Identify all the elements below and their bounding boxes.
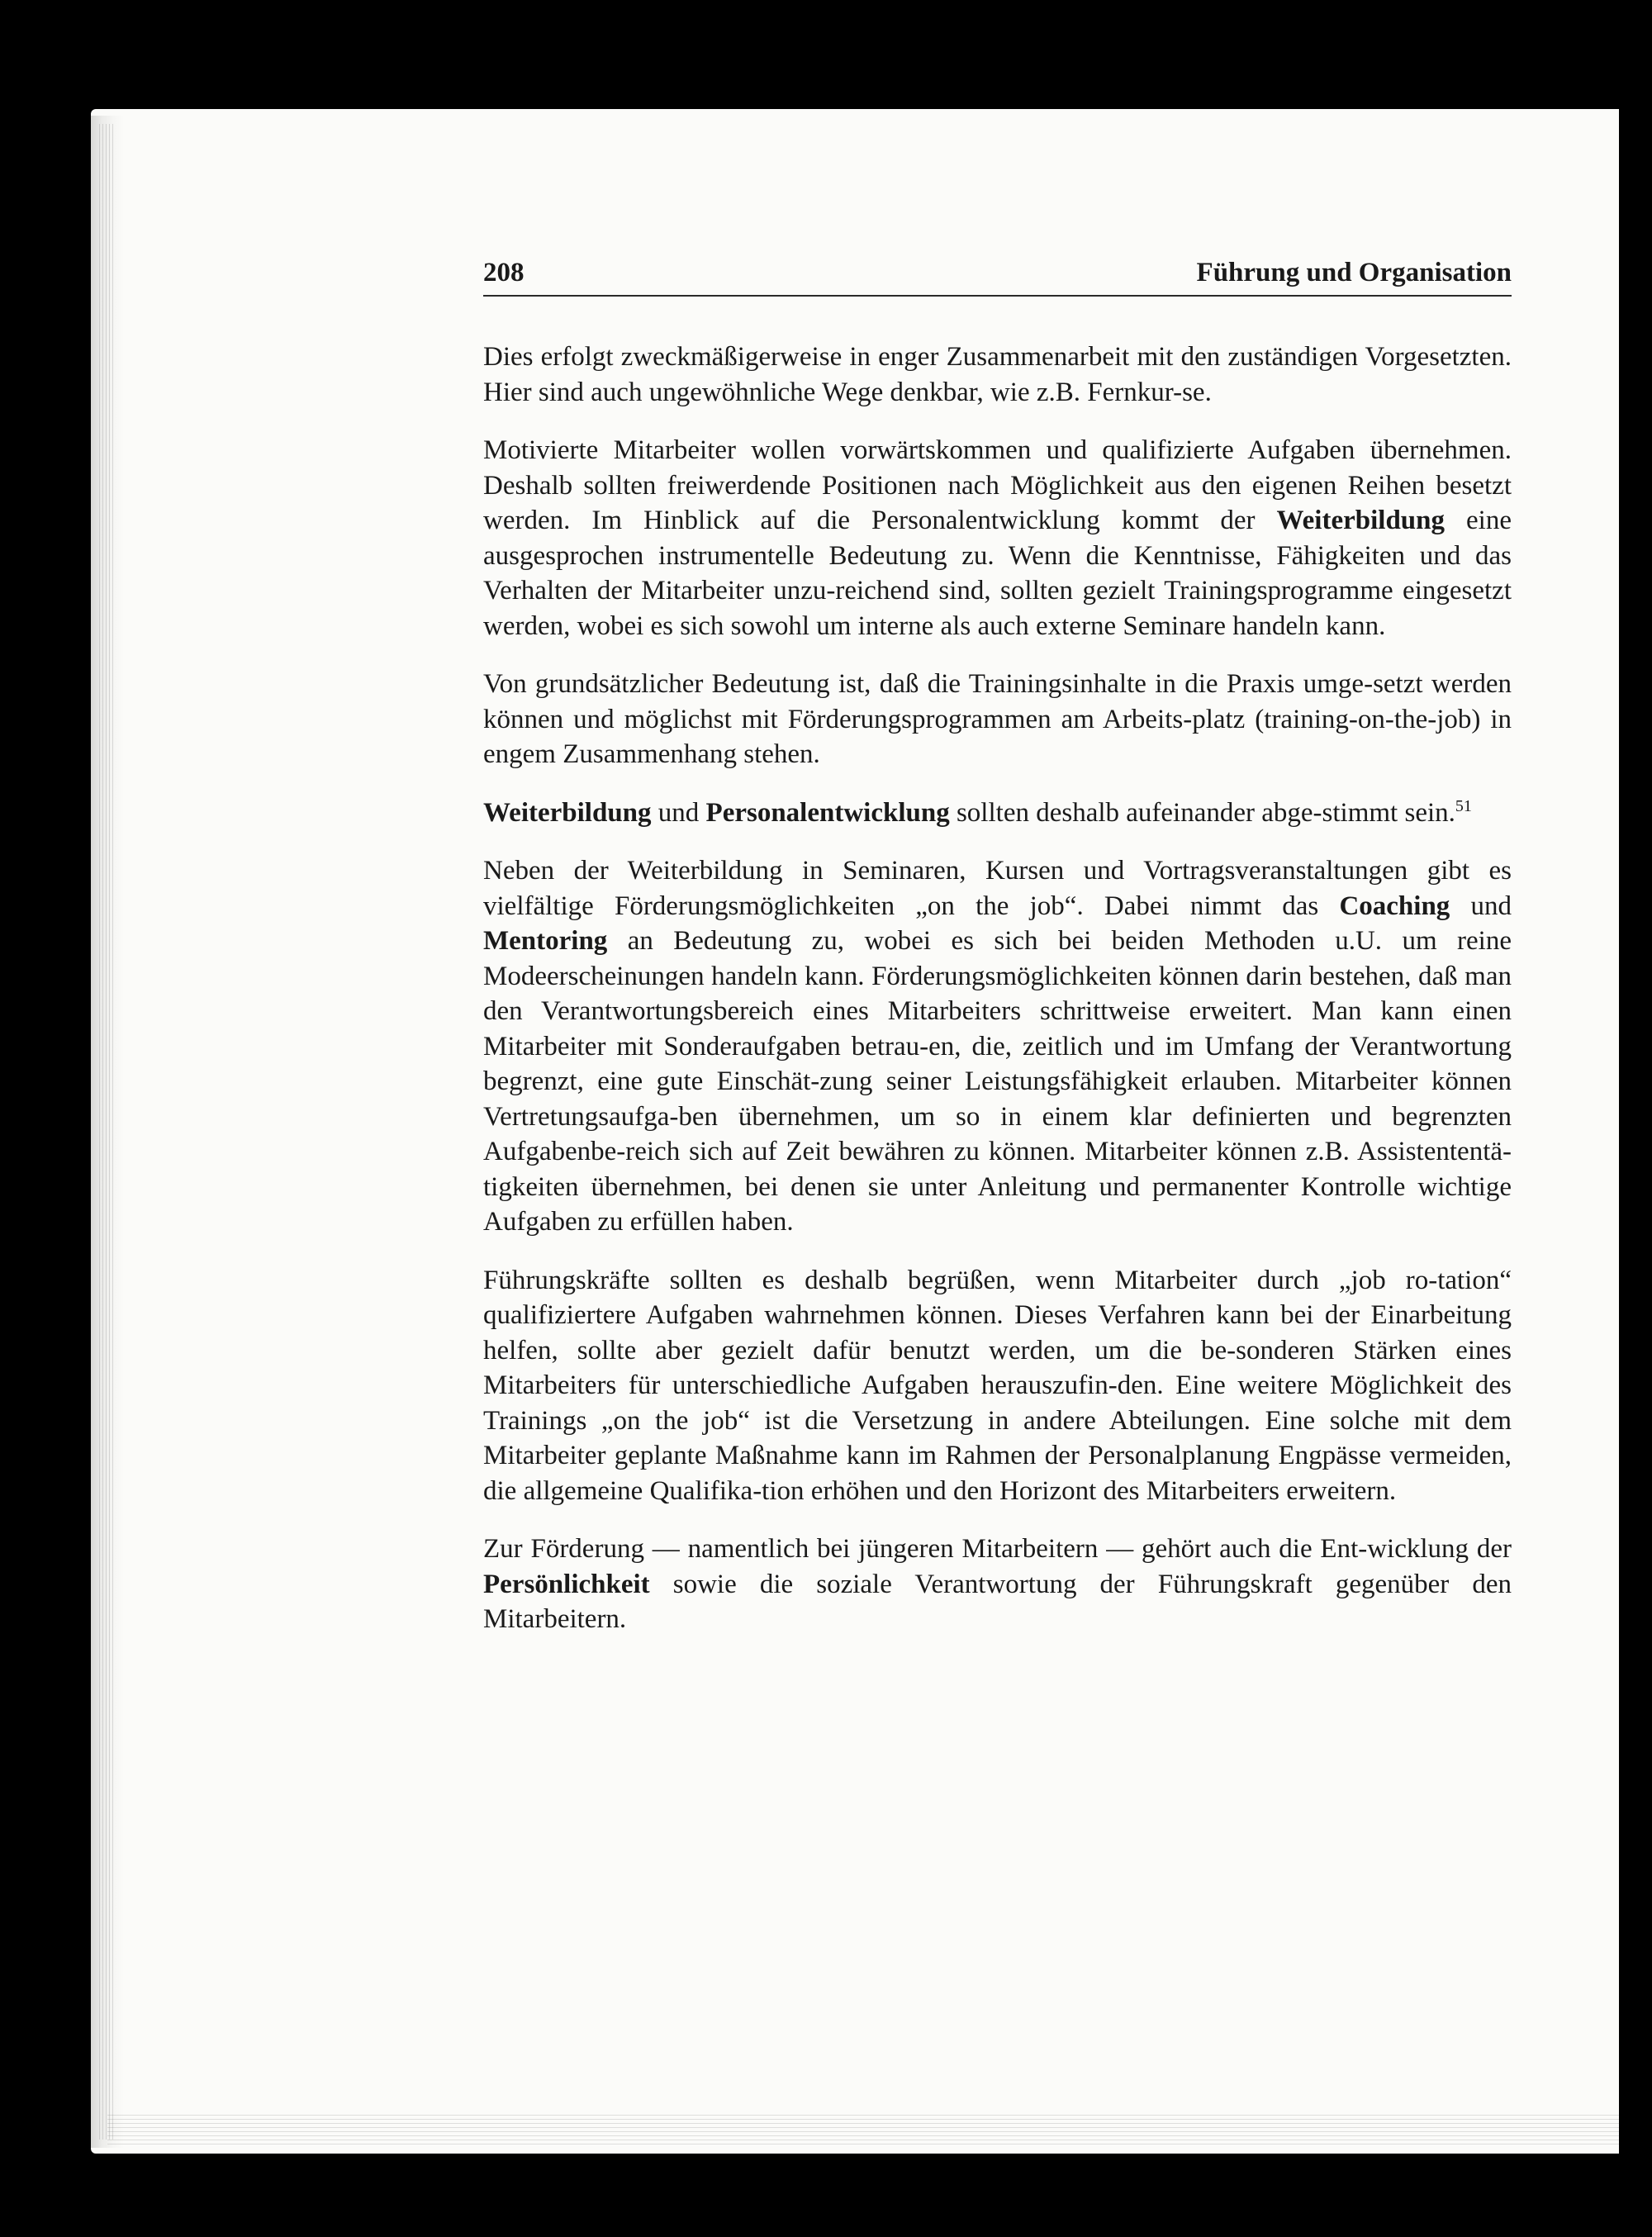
text-run: Neben der Weiterbildung in Seminaren, Kursen und Vortragsveranstaltungen gibt es vielfältige Förderungsmöglichkeiten „on the job“. Dabei nimmt das <box>483 856 1512 921</box>
page-number: 208 <box>483 258 525 287</box>
text-run: Dies erfolgt zweckmäßigerweise in enger Zusammenarbeit mit den zuständigen Vorgesetzten. Hier sind auch ungewöhnliche Wege denkbar, wie z.B. Fernkur-se. <box>483 342 1512 407</box>
paragraph <box>483 667 1512 772</box>
emphasized-term: Weiterbildung <box>1276 506 1446 535</box>
paragraph <box>483 340 1512 410</box>
text-run: und <box>651 797 706 828</box>
paragraph <box>483 433 1512 644</box>
text-run: sollten deshalb aufeinander abge-stimmt sein. <box>949 797 1455 828</box>
page-stack-bottom-edge <box>107 2115 1619 2148</box>
running-head <box>483 258 1512 297</box>
text-block <box>483 258 1512 1660</box>
page-stack-edge <box>99 124 114 2140</box>
text-run: und <box>1450 891 1512 921</box>
paragraph <box>483 853 1512 1240</box>
paragraph <box>483 1263 1512 1509</box>
text-run: eine ausgesprochen instrumentelle Bedeutung zu. Wenn die Kenntnisse, Fähigkeiten und das Verhalten der Mitarbeiter unzu-reichend sind, sollten gezielt Trainingsprogramme eingesetzt werden, wobei es sich sowohl um interne als auch externe Seminare handeln kann. <box>483 506 1512 641</box>
emphasized-term: Persönlichkeit <box>483 1569 650 1599</box>
footnote-marker: 51 <box>1455 796 1472 815</box>
text-run: Führungskräfte sollten es deshalb begrüßen, wenn Mitarbeiter durch „job ro-tation“ qualifiziertere Aufgaben wahrnehmen können. Dieses Verfahren kann bei der Einarbeitung helfen, sollte aber gezielt dafür benutzt werden, um die be-sonderen Stärken eines Mitarbeiters für unterschiedliche Aufgaben herauszufin-den. Eine weitere Möglichkeit des Trainings „on the job“ ist die Versetzung in andere Abteilungen. Eine solche mit dem Mitarbeiter geplante Maßnahme kann im Rahmen der Personalplanung Engpässe vermeiden, die allgemeine Qualifika-tion erhöhen und den Horizont des Mitarbeiters erweitern. <box>483 1265 1512 1506</box>
text-run: Motivierte Mitarbeiter wollen vorwärtskommen und qualifizierte Aufgaben übernehmen. Deshalb sollten freiwerdende Positionen nach Möglichkeit aus den eigenen Reihen besetzt werden. Im Hinblick auf die Personalentwicklung kommt der <box>483 435 1512 535</box>
body-text <box>483 340 1512 1637</box>
text-run: sowie die soziale Verantwortung der Führungskraft gegenüber den Mitarbeitern. <box>483 1569 1512 1634</box>
paragraph <box>483 796 1512 831</box>
emphasized-term: Coaching <box>1339 891 1450 921</box>
text-run: Zur Förderung — namentlich bei jüngeren Mitarbeitern — gehört auch die Ent-wicklung der <box>483 1534 1512 1564</box>
text-run: an Bedeutung zu, wobei es sich bei beiden Methoden u.U. um reine Modeerscheinungen handeln kann. Förderungsmöglichkeiten können darin bestehen, daß man den Verantwortungsbereich eines Mitarbeiters schrittweise erweitert. Man kann einen Mitarbeiter mit Sonderaufgaben betrau-en, die, zeitlich und im Umfang der Verantwortung begrenzt, eine gute Einschät-zung seiner Leistungsfähigkeit erlauben. Mitarbeiter können Vertretungsaufga-ben übernehmen, um so in einem klar definierten und begrenzten Aufgabenbe-reich sich auf Zeit bewähren zu können. Mitarbeiter können z.B. Assistententä-tigkeiten übernehmen, bei denen sie unter Anleitung und permanenter Kontrolle wichtige Aufgaben zu erfüllen haben. <box>483 926 1512 1237</box>
paragraph <box>483 1532 1512 1637</box>
emphasized-term: Personalentwicklung <box>705 797 950 828</box>
scan-border-right <box>1619 0 1652 2237</box>
text-run: Von grundsätzlicher Bedeutung ist, daß die Trainingsinhalte in die Praxis umge-setzt werden können und möglichst mit Förderungsprogrammen am Arbeits-platz (training-on-the-job) in engem Zusammenhang stehen. <box>483 669 1512 769</box>
chapter-title: Führung und Organisation <box>1196 258 1512 287</box>
emphasized-term: Weiterbildung <box>483 797 652 828</box>
emphasized-term: Mentoring <box>483 926 608 956</box>
